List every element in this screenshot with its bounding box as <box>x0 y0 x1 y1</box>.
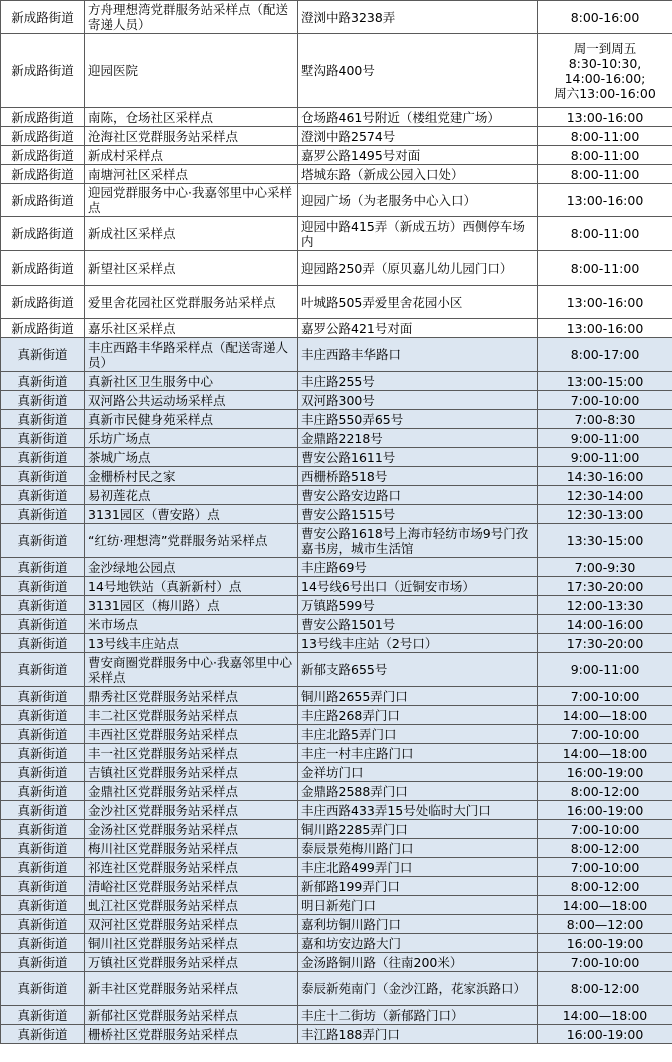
street-cell: 真新街道 <box>1 687 85 706</box>
time-cell: 8:00-11:00 <box>538 146 672 165</box>
street-cell: 真新街道 <box>1 839 85 858</box>
table-row <box>1 429 672 448</box>
site-name-cell: 乐坊广场点 <box>85 429 298 448</box>
street-cell: 真新街道 <box>1 706 85 725</box>
table-row <box>1 634 672 653</box>
address-cell: 双河路300号 <box>298 391 538 410</box>
address-cell: 明日新苑门口 <box>298 896 538 915</box>
address-cell: 曹安公路1515号 <box>298 505 538 524</box>
address-cell: 曹安公路1618号上海市轻纺市场9号门孜嘉书房，城市生活馆 <box>298 524 538 558</box>
street-cell: 真新街道 <box>1 801 85 820</box>
site-name-cell: 吉镇社区党群服务站采样点 <box>85 763 298 782</box>
street-cell: 真新街道 <box>1 725 85 744</box>
time-cell: 16:00-19:00 <box>538 1025 672 1044</box>
time-cell: 17:30-20:00 <box>538 577 672 596</box>
address-cell: 嘉罗公路1495号对面 <box>298 146 538 165</box>
time-cell: 8:00-12:00 <box>538 972 672 1006</box>
address-cell: 嘉利坊铜川路门口 <box>298 915 538 934</box>
site-name-cell: 迎园医院 <box>85 34 298 108</box>
time-cell: 8:00-12:00 <box>538 839 672 858</box>
address-cell: 墅沟路400号 <box>298 34 538 108</box>
street-cell: 真新街道 <box>1 338 85 372</box>
address-cell: 泰辰新苑南门（金沙江路，花家浜路口） <box>298 972 538 1006</box>
table-row <box>1 524 672 558</box>
time-cell: 16:00-19:00 <box>538 801 672 820</box>
time-cell: 7:00-8:30 <box>538 410 672 429</box>
time-cell: 12:00-13:30 <box>538 596 672 615</box>
table-row <box>1 391 672 410</box>
time-cell: 13:00-16:00 <box>538 319 672 338</box>
table-row <box>1 858 672 877</box>
site-name-cell: 南塘河社区采样点 <box>85 165 298 184</box>
street-cell: 真新街道 <box>1 505 85 524</box>
street-cell: 新成路街道 <box>1 146 85 165</box>
street-cell: 真新街道 <box>1 429 85 448</box>
table-row <box>1 319 672 338</box>
time-cell: 14:00—18:00 <box>538 896 672 915</box>
street-cell: 新成路街道 <box>1 217 85 251</box>
table-row <box>1 467 672 486</box>
street-cell: 真新街道 <box>1 782 85 801</box>
street-cell: 新成路街道 <box>1 184 85 217</box>
time-cell: 16:00-19:00 <box>538 763 672 782</box>
table-row <box>1 372 672 391</box>
address-cell: 铜川路2655弄门口 <box>298 687 538 706</box>
address-cell: 金鼎路2588弄门口 <box>298 782 538 801</box>
site-name-cell: 易初莲花点 <box>85 486 298 505</box>
time-cell: 8:00-16:00 <box>538 1 672 34</box>
time-cell: 8:00-17:00 <box>538 338 672 372</box>
table-row <box>1 934 672 953</box>
site-name-cell: 丰二社区党群服务站采样点 <box>85 706 298 725</box>
street-cell: 新成路街道 <box>1 251 85 286</box>
address-cell: 仓场路461号附近（楼组党建广场） <box>298 108 538 127</box>
site-name-cell: 双河路公共运动场采样点 <box>85 391 298 410</box>
time-cell: 8:00-11:00 <box>538 127 672 146</box>
site-name-cell: 14号地铁站（真新新村）点 <box>85 577 298 596</box>
street-cell: 新成路街道 <box>1 108 85 127</box>
table-row <box>1 615 672 634</box>
street-cell: 真新街道 <box>1 448 85 467</box>
site-name-cell: 米市场点 <box>85 615 298 634</box>
site-name-cell: 丰庄西路丰华路采样点（配送寄递人员） <box>85 338 298 372</box>
street-cell: 真新街道 <box>1 577 85 596</box>
site-name-cell: 方舟理想湾党群服务站采样点（配送寄递人员） <box>85 1 298 34</box>
table-row <box>1 896 672 915</box>
table-row <box>1 251 672 286</box>
address-cell: 丰庄西路433弄15号处临时大门口 <box>298 801 538 820</box>
time-cell: 周一到周五 8:30-10:30, 14:00-16:00; 周六13:00-16:00 <box>538 34 672 108</box>
time-cell: 13:00-16:00 <box>538 108 672 127</box>
site-name-cell: 嘉乐社区采样点 <box>85 319 298 338</box>
address-cell: 丰庄路69号 <box>298 558 538 577</box>
address-cell: 丰庄路268弄门口 <box>298 706 538 725</box>
street-cell: 新成路街道 <box>1 319 85 338</box>
site-name-cell: 金汤社区党群服务站采样点 <box>85 820 298 839</box>
table-row <box>1 744 672 763</box>
time-cell: 14:00—18:00 <box>538 1006 672 1025</box>
street-cell: 真新街道 <box>1 915 85 934</box>
street-cell: 真新街道 <box>1 596 85 615</box>
site-name-cell: 南陈，仓场社区采样点 <box>85 108 298 127</box>
site-name-cell: 虬江社区党群服务站采样点 <box>85 896 298 915</box>
site-name-cell: 曹安商圈党群服务中心·我嘉邻里中心采样点 <box>85 653 298 687</box>
street-cell: 真新街道 <box>1 953 85 972</box>
table-row <box>1 146 672 165</box>
address-cell: 14号线6号出口（近铜安市场） <box>298 577 538 596</box>
table-row <box>1 877 672 896</box>
street-cell: 真新街道 <box>1 1025 85 1044</box>
table-row <box>1 596 672 615</box>
table-row <box>1 486 672 505</box>
street-cell: 真新街道 <box>1 896 85 915</box>
time-cell: 14:00-16:00 <box>538 615 672 634</box>
table-row <box>1 448 672 467</box>
table-row <box>1 1006 672 1025</box>
site-name-cell: 3131园区（梅川路）点 <box>85 596 298 615</box>
street-cell: 真新街道 <box>1 391 85 410</box>
time-cell: 13:00-16:00 <box>538 286 672 319</box>
site-name-cell: 金沙绿地公园点 <box>85 558 298 577</box>
address-cell: 澄浏中路2574号 <box>298 127 538 146</box>
table-row <box>1 1 672 34</box>
address-cell: 西栅桥路518号 <box>298 467 538 486</box>
table-row <box>1 972 672 1006</box>
site-name-cell: 祁连社区党群服务站采样点 <box>85 858 298 877</box>
time-cell: 8:00-12:00 <box>538 782 672 801</box>
address-cell: 曹安公路安边路口 <box>298 486 538 505</box>
street-cell: 真新街道 <box>1 558 85 577</box>
time-cell: 8:00-11:00 <box>538 165 672 184</box>
address-cell: 新郁路199弄门口 <box>298 877 538 896</box>
address-cell: 塔城东路（新成公园入口处） <box>298 165 538 184</box>
address-cell: 丰江路188弄门口 <box>298 1025 538 1044</box>
table-row <box>1 953 672 972</box>
time-cell: 9:00-11:00 <box>538 429 672 448</box>
address-cell: 丰庄十二街坊（新郁路门口） <box>298 1006 538 1025</box>
table-row <box>1 577 672 596</box>
time-cell: 7:00-10:00 <box>538 820 672 839</box>
address-cell: 嘉罗公路421号对面 <box>298 319 538 338</box>
table-row <box>1 1025 672 1044</box>
time-cell: 12:30-13:00 <box>538 505 672 524</box>
street-cell: 真新街道 <box>1 972 85 1006</box>
address-cell: 嘉和坊安边路大门 <box>298 934 538 953</box>
street-cell: 真新街道 <box>1 820 85 839</box>
address-cell: 丰庄北路5弄门口 <box>298 725 538 744</box>
time-cell: 9:00-11:00 <box>538 448 672 467</box>
table-row <box>1 286 672 319</box>
site-name-cell: 新丰社区党群服务站采样点 <box>85 972 298 1006</box>
site-name-cell: 新郁社区党群服务站采样点 <box>85 1006 298 1025</box>
street-cell: 新成路街道 <box>1 1 85 34</box>
site-name-cell: 金栅桥村民之家 <box>85 467 298 486</box>
street-cell: 新成路街道 <box>1 34 85 108</box>
site-name-cell: “红纺·理想湾”党群服务站采样点 <box>85 524 298 558</box>
street-cell: 真新街道 <box>1 467 85 486</box>
address-cell: 丰庄路255号 <box>298 372 538 391</box>
site-name-cell: 新成村采样点 <box>85 146 298 165</box>
site-name-cell: 新望社区采样点 <box>85 251 298 286</box>
site-name-cell: 茶城广场点 <box>85 448 298 467</box>
time-cell: 8:00—12:00 <box>538 915 672 934</box>
time-cell: 14:00—18:00 <box>538 706 672 725</box>
address-cell: 铜川路2285弄门口 <box>298 820 538 839</box>
table-row <box>1 687 672 706</box>
street-cell: 真新街道 <box>1 615 85 634</box>
address-cell: 丰庄路550弄65号 <box>298 410 538 429</box>
table-row <box>1 217 672 251</box>
time-cell: 7:00-10:00 <box>538 858 672 877</box>
site-name-cell: 金鼎社区党群服务站采样点 <box>85 782 298 801</box>
time-cell: 7:00-10:00 <box>538 953 672 972</box>
time-cell: 7:00-10:00 <box>538 725 672 744</box>
site-name-cell: 铜川社区党群服务站采样点 <box>85 934 298 953</box>
time-cell: 8:00-12:00 <box>538 877 672 896</box>
address-cell: 澄浏中路3238弄 <box>298 1 538 34</box>
street-cell: 真新街道 <box>1 1006 85 1025</box>
street-cell: 真新街道 <box>1 763 85 782</box>
time-cell: 12:30-14:00 <box>538 486 672 505</box>
site-name-cell: 万镇社区党群服务站采样点 <box>85 953 298 972</box>
table-row <box>1 782 672 801</box>
address-cell: 曹安公路1611号 <box>298 448 538 467</box>
site-name-cell: 金沙社区党群服务站采样点 <box>85 801 298 820</box>
address-cell: 叶城路505弄爱里舍花园小区 <box>298 286 538 319</box>
site-name-cell: 3131园区（曹安路）点 <box>85 505 298 524</box>
site-name-cell: 清峪社区党群服务站采样点 <box>85 877 298 896</box>
time-cell: 14:00—18:00 <box>538 744 672 763</box>
time-cell: 13:00-16:00 <box>538 184 672 217</box>
site-name-cell: 新成社区采样点 <box>85 217 298 251</box>
time-cell: 7:00-10:00 <box>538 687 672 706</box>
table-row <box>1 558 672 577</box>
street-cell: 真新街道 <box>1 410 85 429</box>
site-name-cell: 双河社区党群服务站采样点 <box>85 915 298 934</box>
address-cell: 13号线丰庄站（2号口） <box>298 634 538 653</box>
site-name-cell: 栅桥社区党群服务站采样点 <box>85 1025 298 1044</box>
time-cell: 8:00-11:00 <box>538 251 672 286</box>
street-cell: 真新街道 <box>1 486 85 505</box>
site-name-cell: 丰一社区党群服务站采样点 <box>85 744 298 763</box>
table-row <box>1 505 672 524</box>
time-cell: 7:00-10:00 <box>538 391 672 410</box>
table-row <box>1 338 672 372</box>
site-name-cell: 13号线丰庄站点 <box>85 634 298 653</box>
address-cell: 丰庄西路丰华路口 <box>298 338 538 372</box>
street-cell: 真新街道 <box>1 877 85 896</box>
address-cell: 曹安公路1501号 <box>298 615 538 634</box>
address-cell: 迎园路250弄（原贝嘉儿幼儿园门口） <box>298 251 538 286</box>
street-cell: 新成路街道 <box>1 165 85 184</box>
address-cell: 泰辰景苑梅川路门口 <box>298 839 538 858</box>
table-row <box>1 763 672 782</box>
street-cell: 真新街道 <box>1 634 85 653</box>
table-row <box>1 165 672 184</box>
table-row <box>1 915 672 934</box>
table-row <box>1 801 672 820</box>
street-cell: 新成路街道 <box>1 286 85 319</box>
address-cell: 迎园中路415弄（新成五坊）西侧停车场内 <box>298 217 538 251</box>
site-name-cell: 沧海社区党群服务站采样点 <box>85 127 298 146</box>
table-row <box>1 706 672 725</box>
table-row <box>1 839 672 858</box>
time-cell: 16:00-19:00 <box>538 934 672 953</box>
address-cell: 金祥坊门口 <box>298 763 538 782</box>
address-cell: 丰庄一村丰庄路门口 <box>298 744 538 763</box>
time-cell: 17:30-20:00 <box>538 634 672 653</box>
time-cell: 13:30-15:00 <box>538 524 672 558</box>
time-cell: 7:00-9:30 <box>538 558 672 577</box>
table-row <box>1 653 672 687</box>
table-row <box>1 127 672 146</box>
street-cell: 真新街道 <box>1 653 85 687</box>
address-cell: 迎园广场（为老服务中心入口） <box>298 184 538 217</box>
site-name-cell: 鼎秀社区党群服务站采样点 <box>85 687 298 706</box>
address-cell: 万镇路599号 <box>298 596 538 615</box>
table-row <box>1 820 672 839</box>
table-row <box>1 34 672 108</box>
table-row <box>1 410 672 429</box>
site-name-cell: 真新市民健身苑采样点 <box>85 410 298 429</box>
address-cell: 金汤路铜川路（往南200米） <box>298 953 538 972</box>
street-cell: 新成路街道 <box>1 127 85 146</box>
street-cell: 真新街道 <box>1 934 85 953</box>
table-row <box>1 725 672 744</box>
time-cell: 13:00-15:00 <box>538 372 672 391</box>
address-cell: 新郁支路655号 <box>298 653 538 687</box>
table-row <box>1 184 672 217</box>
address-cell: 金鼎路2218号 <box>298 429 538 448</box>
table-row <box>1 108 672 127</box>
street-cell: 真新街道 <box>1 744 85 763</box>
site-name-cell: 丰西社区党群服务站采样点 <box>85 725 298 744</box>
street-cell: 真新街道 <box>1 858 85 877</box>
address-cell: 丰庄北路499弄门口 <box>298 858 538 877</box>
site-name-cell: 梅川社区党群服务站采样点 <box>85 839 298 858</box>
site-name-cell: 真新社区卫生服务中心 <box>85 372 298 391</box>
time-cell: 14:30-16:00 <box>538 467 672 486</box>
site-name-cell: 迎园党群服务中心·我嘉邻里中心采样点 <box>85 184 298 217</box>
street-cell: 真新街道 <box>1 372 85 391</box>
time-cell: 8:00-11:00 <box>538 217 672 251</box>
site-name-cell: 爱里舍花园社区党群服务站采样点 <box>85 286 298 319</box>
table-body <box>1 1 672 1044</box>
street-cell: 真新街道 <box>1 524 85 558</box>
time-cell: 9:00-11:00 <box>538 653 672 687</box>
